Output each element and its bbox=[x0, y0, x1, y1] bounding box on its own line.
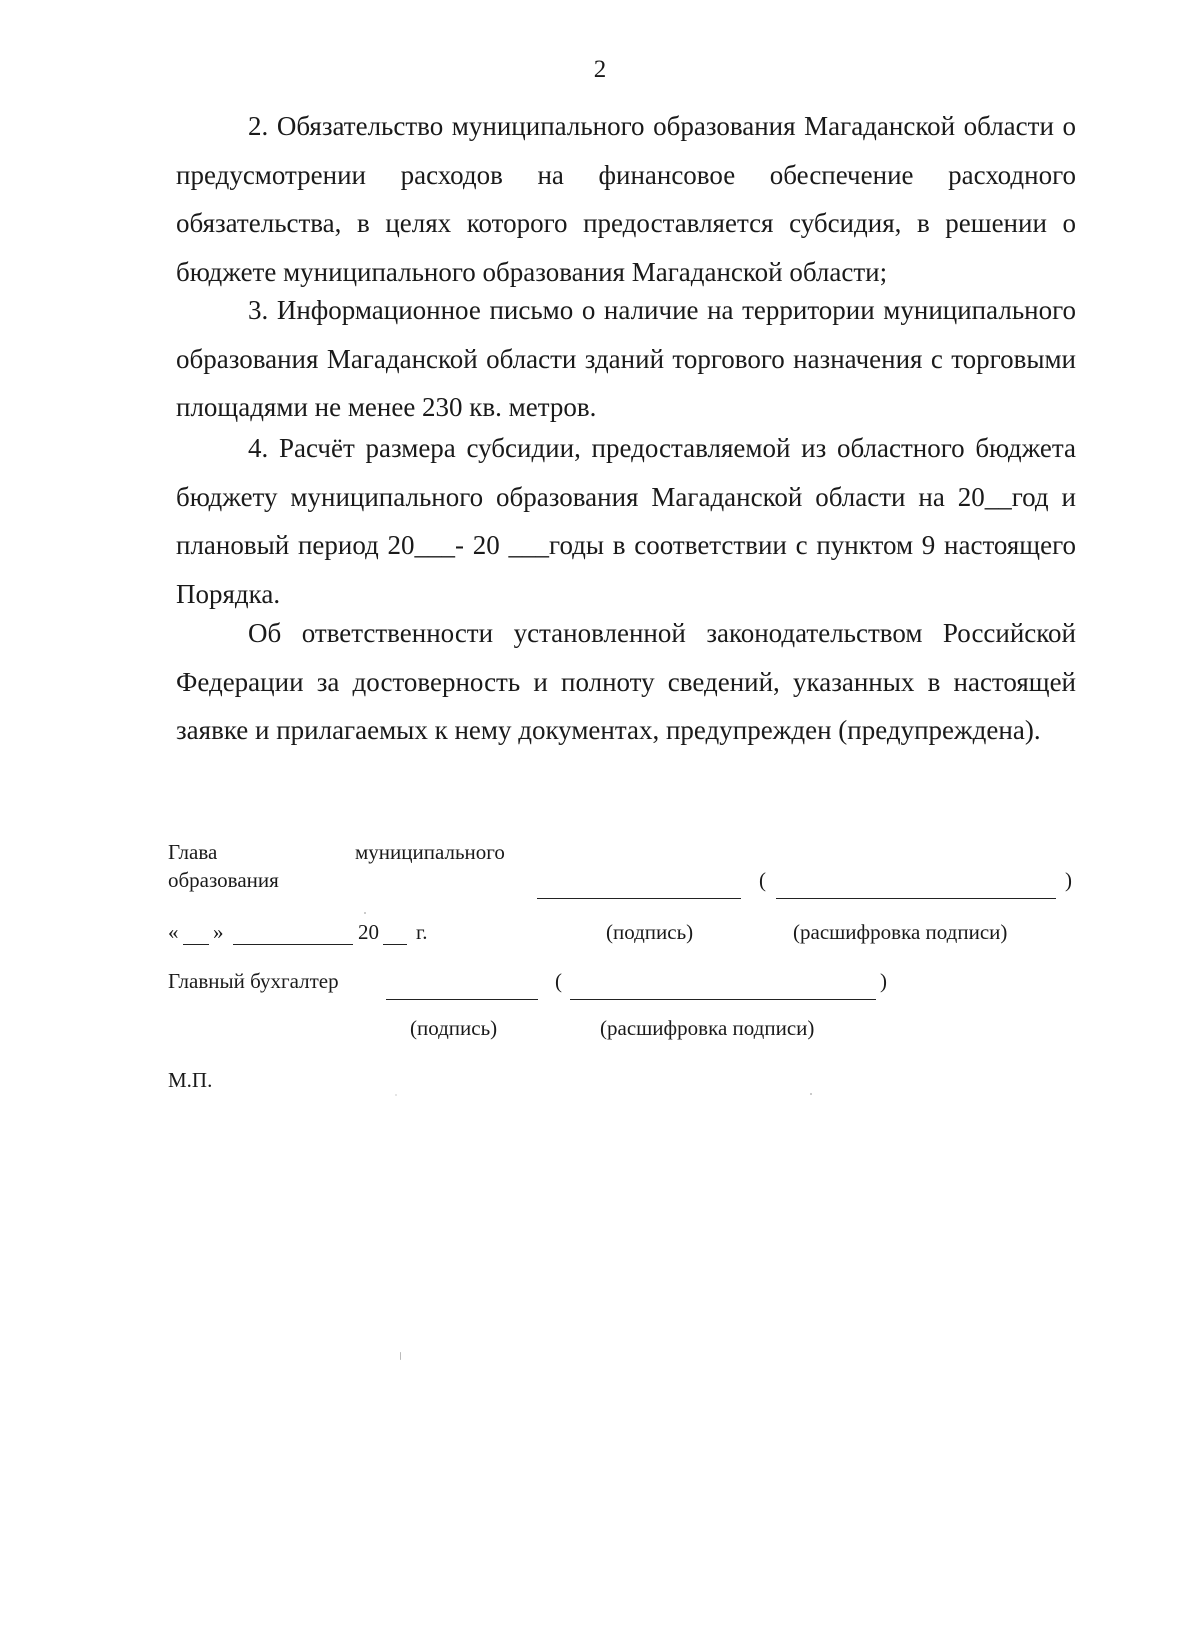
accountant-signature-line bbox=[386, 999, 538, 1000]
head-decoding-line bbox=[776, 898, 1056, 899]
accountant-open-paren: ( bbox=[555, 969, 562, 993]
head-signature-line bbox=[537, 898, 741, 899]
date-day-line bbox=[183, 944, 209, 945]
date-month-line bbox=[233, 944, 353, 945]
accountant-close-paren: ) bbox=[880, 969, 887, 993]
paragraph-liability: Об ответственности установленной законодательством Российской Федерации за достоверность и полноту сведений, указанных в настоящей заявке и прилагаемых к нему документах, предупрежден (предупреждена). bbox=[176, 618, 1076, 745]
accountant-label: Главный бухгалтер bbox=[168, 969, 339, 993]
accountant-decoding-caption: (расшифровка подписи) bbox=[600, 1016, 815, 1040]
scan-speck bbox=[400, 1352, 401, 1360]
date-year-prefix: 20 bbox=[358, 920, 379, 944]
accountant-decoding-line bbox=[570, 999, 876, 1000]
paragraph-item-2: 2. Обязательство муниципального образования Магаданской области о предусмотрении расходов на финансовое обеспечение расходного обязательства, в целях которого предоставляется субсидия, в решении о бюджете муниципального образования Магаданской области; bbox=[176, 111, 1076, 287]
date-year-suffix: г. bbox=[416, 920, 428, 944]
head-open-paren: ( bbox=[759, 868, 766, 892]
head-decoding-caption: (расшифровка подписи) bbox=[793, 920, 1008, 944]
date-year-line bbox=[383, 944, 407, 945]
head-label-word-2: муниципального bbox=[355, 840, 505, 864]
accountant-signature-caption: (подпись) bbox=[410, 1016, 498, 1040]
date-open-quote: « bbox=[168, 920, 179, 944]
scan-speck bbox=[810, 1093, 812, 1095]
paragraph-item-3: 3. Информационное письмо о наличие на территории муниципального образования Магаданской области зданий торгового назначения с торговыми площадями не менее 230 кв. метров. bbox=[176, 295, 1076, 422]
scan-speck bbox=[395, 1094, 397, 1096]
head-signature-caption: (подпись) bbox=[606, 920, 694, 944]
paragraph-item-4: 4. Расчёт размера субсидии, предоставляемой из областного бюджета бюджету муниципального образования Магаданской области на 20__год и плановый период 20___- 20 ___годы в соответствии с пунктом 9 настоящего Порядка. bbox=[176, 433, 1076, 609]
head-close-paren: ) bbox=[1065, 868, 1072, 892]
date-close-quote: » bbox=[213, 920, 224, 944]
head-label-word-1: Глава bbox=[168, 840, 218, 864]
head-label-word-3: образования bbox=[168, 868, 279, 892]
scan-speck bbox=[364, 912, 366, 914]
page-number: 2 bbox=[593, 56, 607, 83]
stamp-place-label: М.П. bbox=[168, 1068, 213, 1092]
